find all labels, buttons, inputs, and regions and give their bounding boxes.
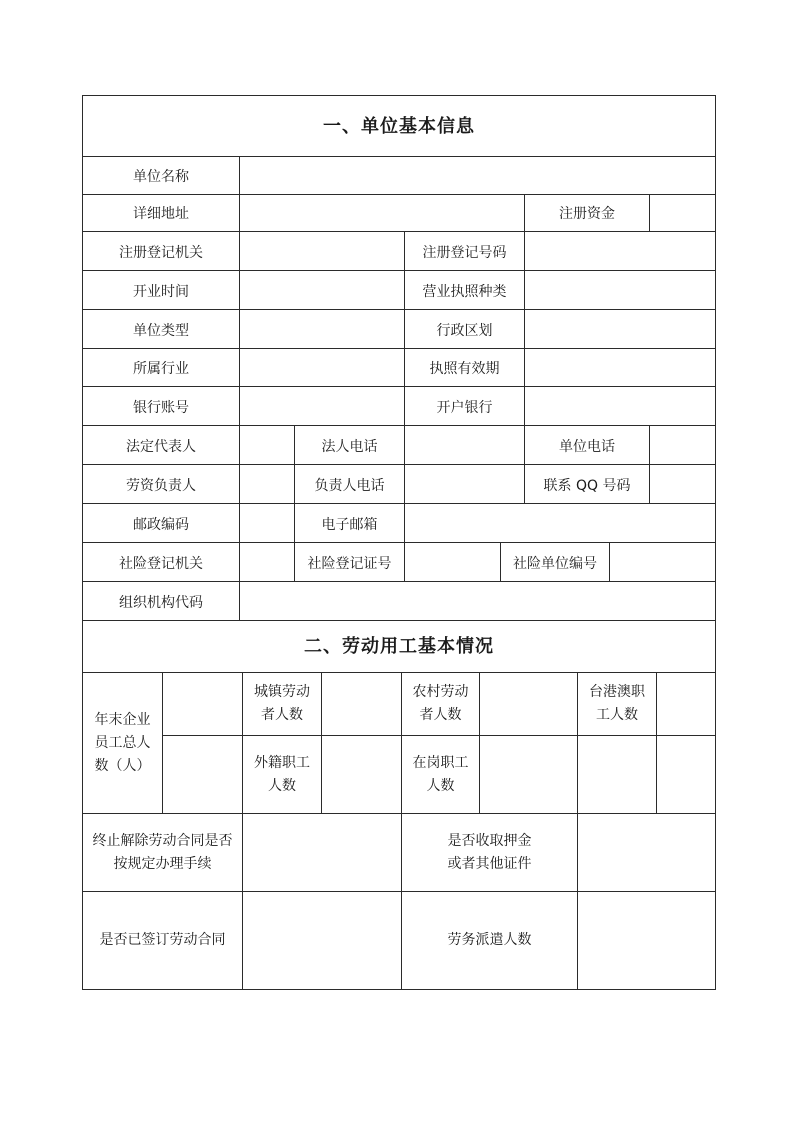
label-dispatch-count: 劳务派遣人数 xyxy=(401,891,578,990)
field-unit-phone[interactable] xyxy=(649,425,716,465)
label-license-type: 营业执照种类 xyxy=(404,270,525,310)
field-contact-qq[interactable] xyxy=(649,464,716,504)
field-si-unit-no[interactable] xyxy=(609,542,716,582)
field-registered-capital[interactable] xyxy=(649,194,716,232)
label-wage-manager: 劳资负责人 xyxy=(82,464,240,504)
field-registration-authority[interactable] xyxy=(239,231,405,271)
label-termination-procedure: 终止解除劳动合同是否 按规定办理手续 xyxy=(82,813,243,892)
label-urban-workers: 城镇劳动 者人数 xyxy=(242,672,322,736)
field-bank-account[interactable] xyxy=(239,386,405,426)
label-si-authority: 社险登记机关 xyxy=(82,542,240,582)
label-hmt-workers: 台港澳职 工人数 xyxy=(577,672,657,736)
field-urban-workers[interactable] xyxy=(321,672,402,736)
label-industry: 所属行业 xyxy=(82,348,240,387)
label-registration-number: 注册登记号码 xyxy=(404,231,525,271)
field-total-employees-extra[interactable] xyxy=(162,735,243,814)
label-rural-workers: 农村劳动 者人数 xyxy=(401,672,480,736)
label-address: 详细地址 xyxy=(82,194,240,232)
field-unit-type[interactable] xyxy=(239,309,405,349)
field-bank[interactable] xyxy=(524,386,716,426)
label-postal-code: 邮政编码 xyxy=(82,503,240,543)
label-foreign-workers: 外籍职工 人数 xyxy=(242,735,322,814)
label-total-employees: 年末企业 员工总人 数（人） xyxy=(82,672,163,814)
section-title-labor-info: 二、劳动用工基本情况 xyxy=(82,620,716,673)
section-title-basic-info: 一、单位基本信息 xyxy=(82,95,716,157)
field-manager-phone[interactable] xyxy=(404,464,525,504)
field-registration-number[interactable] xyxy=(524,231,716,271)
field-termination-procedure[interactable] xyxy=(242,813,402,892)
field-address[interactable] xyxy=(239,194,525,232)
field-dispatch-count[interactable] xyxy=(577,891,716,990)
field-postal-code[interactable] xyxy=(239,503,295,543)
label-opening-date: 开业时间 xyxy=(82,270,240,310)
field-license-type[interactable] xyxy=(524,270,716,310)
label-admin-division: 行政区划 xyxy=(404,309,525,349)
label-unit-name: 单位名称 xyxy=(82,156,240,195)
field-deposit-collected[interactable] xyxy=(577,813,716,892)
label-license-validity: 执照有效期 xyxy=(404,348,525,387)
label-on-post-workers: 在岗职工 人数 xyxy=(401,735,480,814)
field-license-validity[interactable] xyxy=(524,348,716,387)
label-si-cert-no: 社险登记证号 xyxy=(294,542,405,582)
field-email[interactable] xyxy=(404,503,716,543)
field-wage-manager[interactable] xyxy=(239,464,295,504)
field-hmt-workers[interactable] xyxy=(656,672,716,736)
label-org-code: 组织机构代码 xyxy=(82,581,240,621)
field-si-authority[interactable] xyxy=(239,542,295,582)
field-unit-name[interactable] xyxy=(239,156,716,195)
label-bank-account: 银行账号 xyxy=(82,386,240,426)
field-industry[interactable] xyxy=(239,348,405,387)
field-contracts-signed[interactable] xyxy=(242,891,402,990)
label-registration-authority: 注册登记机关 xyxy=(82,231,240,271)
field-legal-rep[interactable] xyxy=(239,425,295,465)
label-unit-type: 单位类型 xyxy=(82,309,240,349)
field-org-code[interactable] xyxy=(239,581,716,621)
field-opening-date[interactable] xyxy=(239,270,405,310)
label-registered-capital: 注册资金 xyxy=(524,194,650,232)
label-manager-phone: 负责人电话 xyxy=(294,464,405,504)
field-legal-phone[interactable] xyxy=(404,425,525,465)
field-foreign-workers[interactable] xyxy=(321,735,402,814)
label-email: 电子邮箱 xyxy=(294,503,405,543)
label-contact-qq: 联系 QQ 号码 xyxy=(524,464,650,504)
field-rural-workers[interactable] xyxy=(479,672,578,736)
label-bank: 开户银行 xyxy=(404,386,525,426)
label-deposit-collected: 是否收取押金 或者其他证件 xyxy=(401,813,578,892)
label-legal-phone: 法人电话 xyxy=(294,425,405,465)
field-si-cert-no[interactable] xyxy=(404,542,501,582)
label-si-unit-no: 社险单位编号 xyxy=(500,542,610,582)
field-admin-division[interactable] xyxy=(524,309,716,349)
label-legal-rep: 法定代表人 xyxy=(82,425,240,465)
field-blank-2[interactable] xyxy=(656,735,716,814)
field-total-employees[interactable] xyxy=(162,672,243,736)
field-on-post-workers[interactable] xyxy=(479,735,578,814)
label-contracts-signed: 是否已签订劳动合同 xyxy=(82,891,243,990)
field-blank-1[interactable] xyxy=(577,735,657,814)
label-unit-phone: 单位电话 xyxy=(524,425,650,465)
